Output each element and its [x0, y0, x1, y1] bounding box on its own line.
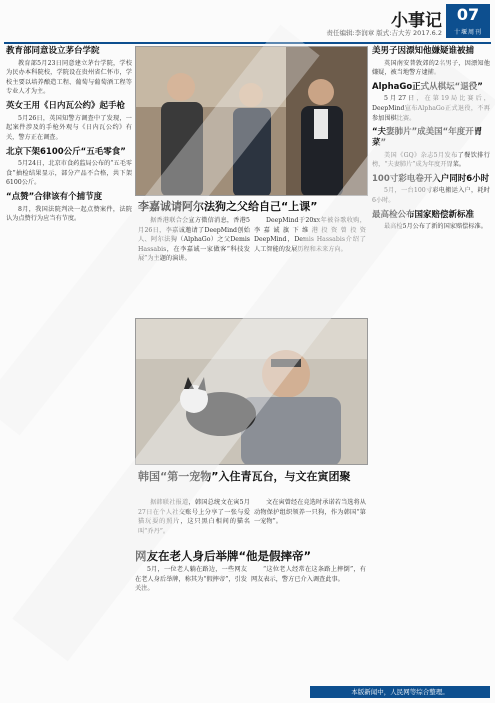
article-title: 美男子因漂知他嫌疑谁被捕 [372, 46, 475, 56]
photo-cat [135, 318, 368, 465]
article [372, 174, 490, 206]
footer-note: 本版新闻中，人民网等综合整理。 [310, 686, 490, 698]
article-body [138, 498, 250, 540]
article-body: 教育部5月23日同意建立茅台学院，学校为民办本科院校，学院设在贵州省仁怀市，学校主要以培养酿造工程、葡萄与葡萄酒工程等专业人才为主。 [6, 59, 132, 96]
photo-meeting-image [136, 47, 368, 196]
article-title: 北京下架6100公斤“五毛零食” [6, 146, 126, 157]
article-body [254, 216, 366, 258]
article-title: AlphaGo正式从棋坛“退役” [372, 81, 483, 92]
article-body: 5月24日，北京市食药监局公布的“五毛零食”抽检结果显示，部分产品不合格，共下架6100公斤。 [6, 160, 132, 187]
headline-li-ka-shing: 李嘉诚请阿尔法狗之父给自己“上课” [138, 200, 318, 213]
header-rule [4, 42, 491, 44]
article-body: 5月26日，英国知警方调查中了发现，一起案件涉及的手枪外观与《日内瓦公约》有关，警方正在调查。 [6, 114, 132, 141]
article-body: 最高检5月公布了新的国家赔偿标准。 [384, 223, 487, 231]
article-body: 美国《GQ》杂志5月发布了餐饮排行榜，“夫妻肺片”成为年度开胃菜。 [372, 151, 490, 169]
article-text: 据香港联合会宣方微信消息，香港5月26日，李嘉诚邀请了DeepMind创始人、阿尔法狗（AlphaGo）之父Demis Hassabis，在李嘉诚一家做客“科技发展”为主题的演讲。 [138, 217, 250, 263]
article-text: 文在寅曾经在竞选时承诺若当选将从动物保护组织领养一只狗，作为韩国“第一宠物”。 [254, 499, 366, 526]
headline-fake-fall: 网友在老人身后举牌“他是假摔帝” [135, 549, 312, 563]
article-text: 5月，一位老人躺在路边，一些网友在老人身后举牌，称其为“假摔帝”，引发关注。 [135, 566, 247, 593]
article-text: “这位老人经常在这条路上摔倒”，有网友表示，警方已介入调查此事。 [251, 566, 366, 583]
article-title: “点赞”合律该有个捕节度 [6, 191, 103, 202]
article-body [251, 565, 366, 588]
article [6, 192, 132, 224]
article-title: 100寸彩电卷开入户同时6小时 [372, 173, 490, 184]
article-body: 英国南安普敦郊的2名男子，因漂知他嫌疑，被当地警方逮捕。 [372, 59, 490, 77]
masthead [292, 6, 442, 40]
article-body [138, 216, 250, 268]
photo-cat-image [136, 319, 368, 465]
article-body [254, 498, 366, 531]
photo-meeting [135, 46, 368, 196]
page-number: 07 [456, 5, 480, 24]
editor-line: 责任编辑:李润章 版式:吉大芳 2017.6.2 [326, 29, 442, 37]
article-body: 8月，我国法院判决一起点赞案件，法院认为点赞行为应当有节度。 [6, 205, 132, 223]
article-body [135, 565, 247, 598]
article [6, 147, 132, 188]
article-title: “夫妻肺片”成美国“年度开胃菜” [372, 127, 483, 148]
headline-moon-cat: 韩国“第一宠物”入住青瓦台，与文在寅团聚 [138, 470, 351, 483]
article [372, 82, 490, 123]
article-text: DeepMind于20xx年被谷歌收购，李嘉诚旗下维港投资曾投资DeepMind，Demis Hassabis介绍了人工智能的发展历程和未来方向。 [254, 217, 366, 253]
article [372, 127, 490, 169]
article-body: 5月27日，在第19局比赛后，DeepMind宣布AlphaGo正式退役，不再参加围棋比赛。 [372, 95, 490, 122]
article-title: 教育部同意设立茅台学院 [6, 46, 100, 56]
article [372, 210, 490, 232]
article [6, 101, 132, 142]
article [372, 46, 490, 78]
section-title: 小事记 [391, 11, 442, 31]
article-text: 据韩联社报道，韩国总统文在寅5月27日在个人社交账号上分享了一张与爱猫玩耍的照片，这只黑白相间的猫名叫“乔丹”。 [138, 499, 250, 535]
article [6, 46, 132, 97]
left-column [6, 46, 132, 686]
page-tag: 十堰周刊 [453, 29, 482, 36]
article-body: 5月，一台100寸彩电搬运入户，耗时6小时。 [372, 187, 490, 204]
article-title: 英女王用《日内瓦公约》起手枪 [6, 101, 126, 112]
page-badge [446, 4, 490, 38]
right-column [372, 46, 490, 686]
article-title: 最高检公布国家赔偿新标准 [372, 209, 475, 220]
